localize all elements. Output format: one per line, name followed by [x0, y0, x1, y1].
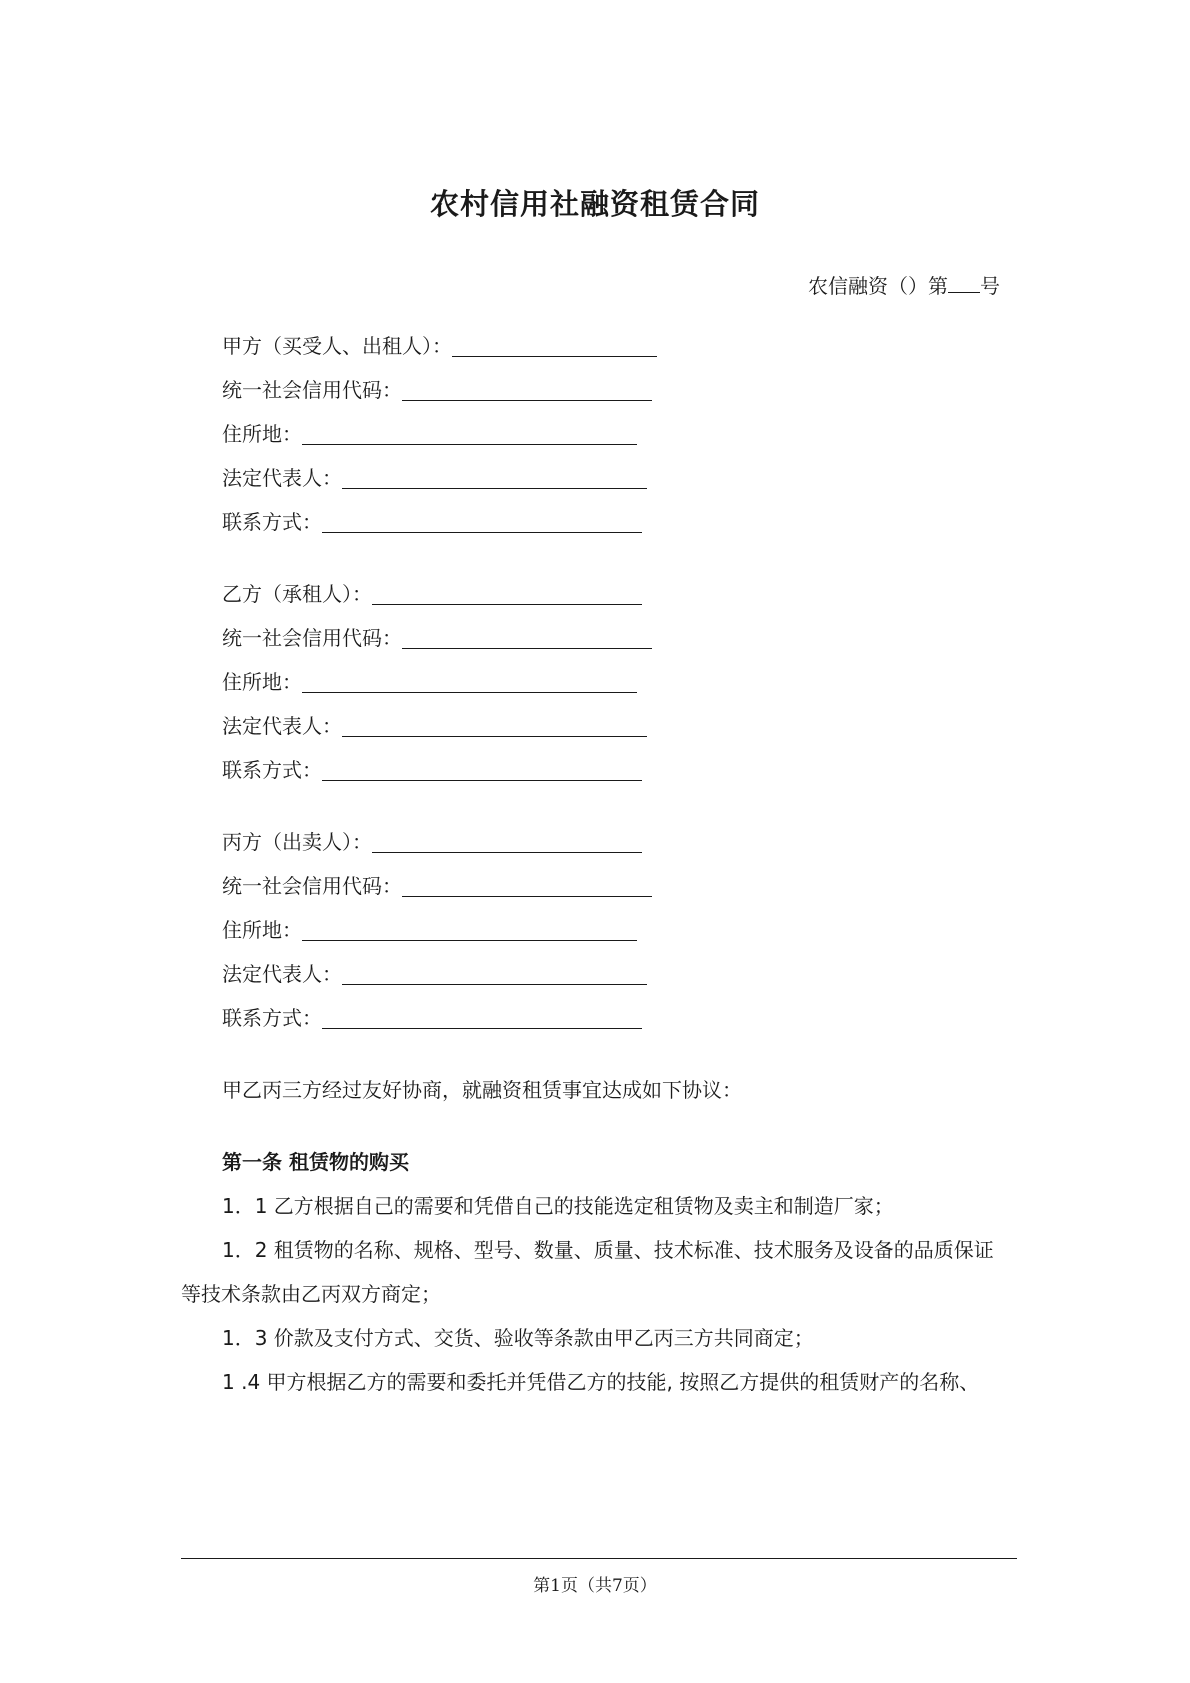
party-a-credit-code-line [222, 378, 652, 402]
party-b-credit-code-blank[interactable] [402, 628, 652, 649]
document-number-prefix: 农信融资（）第 [808, 274, 948, 298]
page-number: 第1页（共7页） [533, 1576, 657, 1596]
document-number-suffix: 号 [980, 274, 1000, 298]
party-c-credit-code-label: 统一社会信用代码： [222, 874, 402, 898]
party-b-address-label: 住所地： [222, 670, 302, 694]
party-b-contact-blank[interactable] [322, 760, 642, 781]
document-number [808, 270, 1000, 299]
intro-paragraph: 甲乙丙三方经过友好协商，就融资租赁事宜达成如下协议： [222, 1078, 742, 1102]
party-b-address-blank[interactable] [302, 672, 637, 693]
footer-divider [181, 1558, 1017, 1559]
party-b-credit-code-line [222, 626, 652, 650]
party-b-legal-rep-line [222, 714, 647, 738]
party-b-contact-label: 联系方式： [222, 758, 322, 782]
party-c-legal-rep-label: 法定代表人： [222, 962, 342, 986]
party-c-legal-rep-line [222, 962, 647, 986]
party-a-header-line [222, 334, 657, 358]
party-b-contact-line [222, 758, 642, 782]
party-c-credit-code-line [222, 874, 652, 898]
article-1-clause-1-2: 1．2 租赁物的名称、规格、型号、数量、质量、技术标准、技术服务及设备的品质保证 [222, 1238, 994, 1262]
party-a-legal-rep-line [222, 466, 647, 490]
party-a-header-label: 甲方（买受人、出租人）： [222, 334, 452, 358]
party-b-legal-rep-label: 法定代表人： [222, 714, 342, 738]
document-title: 农村信用社融资租赁合同 [429, 187, 760, 221]
party-c-address-label: 住所地： [222, 918, 302, 942]
party-a-name-blank[interactable] [452, 336, 657, 357]
party-c-credit-code-blank[interactable] [402, 876, 652, 897]
article-1-clause-1-3: 1．3 价款及支付方式、交货、验收等条款由甲乙丙三方共同商定； [222, 1326, 814, 1350]
article-1-heading: 第一条 租赁物的购买 [222, 1150, 409, 1174]
party-a-contact-line [222, 510, 642, 534]
party-a-address-line [222, 422, 637, 446]
party-a-credit-code-label: 统一社会信用代码： [222, 378, 402, 402]
party-a-legal-rep-blank[interactable] [342, 468, 647, 489]
party-c-legal-rep-blank[interactable] [342, 964, 647, 985]
party-b-header-label: 乙方（承租人）： [222, 582, 372, 606]
party-c-contact-line [222, 1006, 642, 1030]
party-a-credit-code-blank[interactable] [402, 380, 652, 401]
party-a-contact-label: 联系方式： [222, 510, 322, 534]
party-b-legal-rep-blank[interactable] [342, 716, 647, 737]
party-b-header-line [222, 582, 642, 606]
party-c-name-blank[interactable] [372, 832, 642, 853]
party-b-address-line [222, 670, 637, 694]
party-b-credit-code-label: 统一社会信用代码： [222, 626, 402, 650]
party-a-contact-blank[interactable] [322, 512, 642, 533]
party-b-name-blank[interactable] [372, 584, 642, 605]
party-c-address-line [222, 918, 637, 942]
party-c-contact-blank[interactable] [322, 1008, 642, 1029]
party-c-header-line [222, 830, 642, 854]
article-1-clause-1-4: 1 .4 甲方根据乙方的需要和委托并凭借乙方的技能, 按照乙方提供的租赁财产的名称、 [222, 1370, 980, 1394]
article-1-clause-1-1: 1．1 乙方根据自己的需要和凭借自己的技能选定租赁物及卖主和制造厂家； [222, 1194, 894, 1218]
party-c-address-blank[interactable] [302, 920, 637, 941]
party-a-address-blank[interactable] [302, 424, 637, 445]
article-1-clause-1-2-continued: 等技术条款由乙丙双方商定； [181, 1282, 441, 1306]
document-number-blank[interactable] [948, 274, 980, 293]
party-a-address-label: 住所地： [222, 422, 302, 446]
party-c-header-label: 丙方（出卖人）： [222, 830, 372, 854]
party-a-legal-rep-label: 法定代表人： [222, 466, 342, 490]
party-c-contact-label: 联系方式： [222, 1006, 322, 1030]
